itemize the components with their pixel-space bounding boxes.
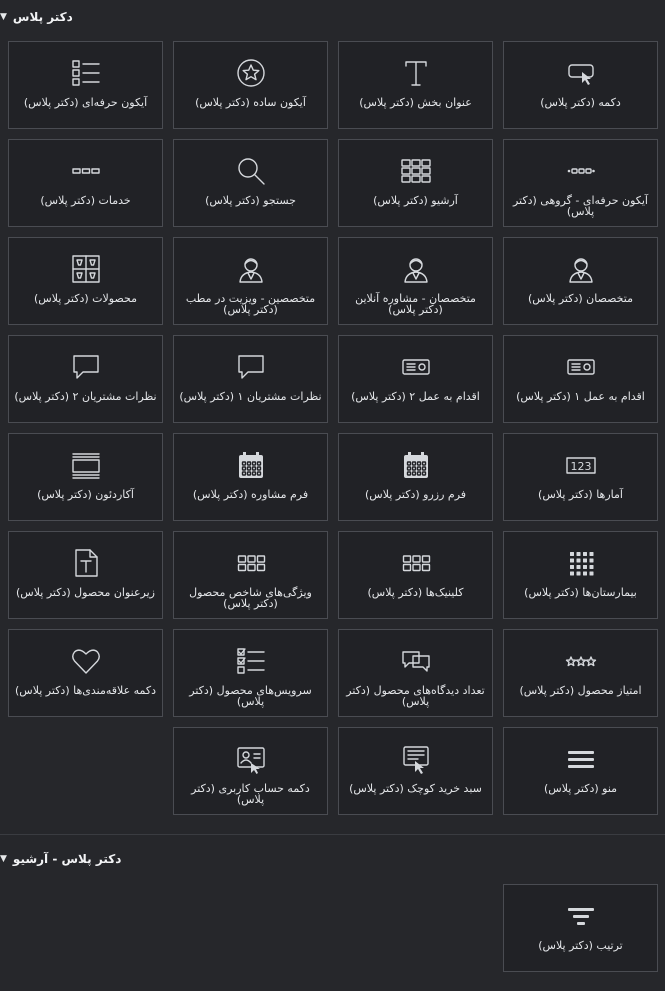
svg-text:123: 123	[570, 460, 591, 473]
doctor-icon	[233, 251, 269, 287]
category-title: دکتر پلاس	[12, 10, 73, 24]
widget-tile[interactable]	[173, 629, 328, 717]
category-title: دکتر پلاس - آرشیو	[12, 852, 122, 866]
widget-tile[interactable]	[173, 433, 328, 521]
widget-label: عنوان بخش (دکتر پلاس)	[359, 96, 472, 109]
widget-tile[interactable]	[338, 335, 493, 423]
widget-tile[interactable]	[338, 629, 493, 717]
section-divider	[0, 834, 665, 835]
widget-tile[interactable]	[8, 335, 163, 423]
services-icon	[68, 153, 104, 189]
account-icon	[233, 741, 269, 777]
widget-tile[interactable]	[173, 727, 328, 815]
button-icon	[563, 55, 599, 91]
widget-label: خدمات (دکتر پلاس)	[40, 194, 131, 207]
menu-icon	[563, 741, 599, 777]
archive-grid-icon	[398, 153, 434, 189]
widget-tile[interactable]	[338, 139, 493, 227]
mini-cart-icon	[398, 741, 434, 777]
clinics-grid-icon	[398, 545, 434, 581]
widget-tile[interactable]	[503, 629, 658, 717]
dots-grid-icon	[563, 545, 599, 581]
widget-tile[interactable]	[338, 41, 493, 129]
widget-label: سرویس‌های محصول (دکتر پلاس)	[189, 684, 312, 708]
widget-tile[interactable]	[503, 884, 658, 972]
checklist-icon	[233, 643, 269, 679]
comment-icon	[68, 349, 104, 385]
widget-label: جستجو (دکتر پلاس)	[205, 194, 296, 207]
widget-label: اقدام به عمل ۲ (دکتر پلاس)	[351, 390, 480, 403]
caret-down-icon: ▼	[0, 854, 7, 864]
doctor-icon	[398, 251, 434, 287]
widget-tile[interactable]	[8, 531, 163, 619]
widget-label: نظرات مشتریان ۲ (دکتر پلاس)	[14, 390, 157, 403]
calendar-icon	[398, 447, 434, 483]
caret-down-icon: ▼	[0, 12, 7, 22]
widget-tile[interactable]	[338, 237, 493, 325]
products-icon	[68, 251, 104, 287]
star-icon	[233, 55, 269, 91]
widget-tile[interactable]	[503, 727, 658, 815]
call-to-action-icon	[398, 349, 434, 385]
widget-tile[interactable]	[173, 531, 328, 619]
widget-label: اقدام به عمل ۱ (دکتر پلاس)	[516, 390, 645, 403]
widget-label: متخصصین - ویزیت در مطب (دکتر پلاس)	[185, 292, 316, 316]
call-to-action-icon	[563, 349, 599, 385]
widget-label: ویژگی‌های شاخص محصول (دکتر پلاس)	[189, 586, 312, 610]
widget-label: فرم رزرو (دکتر پلاس)	[364, 488, 467, 501]
widget-tile[interactable]	[8, 629, 163, 717]
widget-label: دکمه علاقه‌مندی‌ها (دکتر پلاس)	[14, 684, 157, 697]
widget-label: متخصصان (دکتر پلاس)	[528, 292, 633, 305]
widget-tile[interactable]	[503, 41, 658, 129]
widget-tile[interactable]	[173, 237, 328, 325]
widget-label: منو (دکتر پلاس)	[543, 782, 618, 795]
widget-tile[interactable]	[173, 41, 328, 129]
widget-label: کلینیک‌ها (دکتر پلاس)	[367, 586, 464, 599]
widget-tile[interactable]	[338, 531, 493, 619]
widget-label: دکمه (دکتر پلاس)	[540, 96, 621, 109]
comment-icon	[233, 349, 269, 385]
widget-tile[interactable]	[338, 433, 493, 521]
rating-stars-icon	[563, 643, 599, 679]
widget-tile[interactable]	[8, 41, 163, 129]
widgets-grid-dr-plus-archive	[8, 884, 658, 972]
widget-label: متخصصان - مشاوره آنلاین (دکتر پلاس)	[355, 292, 476, 316]
widget-tile[interactable]	[338, 727, 493, 815]
widget-label: آیکون حرفه‌ای - گروهی (دکتر پلاس)	[512, 194, 648, 218]
widget-tile[interactable]	[503, 139, 658, 227]
widget-label: بیمارستان‌ها (دکتر پلاس)	[524, 586, 637, 599]
widget-label: ترتیب (دکتر پلاس)	[538, 939, 623, 952]
text-document-icon	[68, 545, 104, 581]
widget-label: تعداد دیدگاه‌های محصول (دکتر پلاس)	[346, 684, 485, 708]
widget-label: زیرعنوان محصول (دکتر پلاس)	[16, 586, 155, 599]
widget-label: سبد خرید کوچک (دکتر پلاس)	[349, 782, 482, 795]
accordion-icon	[68, 447, 104, 483]
widget-tile[interactable]	[8, 237, 163, 325]
widget-label: امتیاز محصول (دکتر پلاس)	[519, 684, 642, 697]
widget-label: فرم مشاوره (دکتر پلاس)	[192, 488, 309, 501]
icon-list-icon	[68, 55, 104, 91]
widget-tile[interactable]	[8, 433, 163, 521]
widget-label: آیکون حرفه‌ای (دکتر پلاس)	[23, 96, 148, 109]
counter-icon	[563, 447, 599, 483]
widget-tile[interactable]	[173, 139, 328, 227]
widget-label: آیکون ساده (دکتر پلاس)	[195, 96, 306, 109]
widget-label: آکاردئون (دکتر پلاس)	[37, 488, 134, 501]
widget-tile[interactable]	[173, 335, 328, 423]
widgets-grid-dr-plus	[8, 41, 658, 815]
doctor-icon	[563, 251, 599, 287]
category-header-dr-plus-archive[interactable]	[0, 845, 665, 873]
widget-label: آمارها (دکتر پلاس)	[538, 488, 623, 501]
widget-label: دکمه حساب کاربری (دکتر پلاس)	[191, 782, 310, 806]
widget-tile[interactable]	[503, 335, 658, 423]
category-header-dr-plus[interactable]	[0, 3, 665, 31]
comments-count-icon	[398, 643, 434, 679]
widget-label: آرشیو (دکتر پلاس)	[373, 194, 458, 207]
widget-label: محصولات (دکتر پلاس)	[34, 292, 137, 305]
icon-group-icon	[563, 153, 599, 189]
heading-icon	[398, 55, 434, 91]
widget-tile[interactable]	[503, 531, 658, 619]
search-icon	[233, 153, 269, 189]
calendar-icon	[233, 447, 269, 483]
features-grid-icon	[233, 545, 269, 581]
sort-icon	[563, 898, 599, 934]
widget-label: نظرات مشتریان ۱ (دکتر پلاس)	[179, 390, 322, 403]
widget-tile[interactable]	[503, 433, 658, 521]
widget-tile[interactable]	[8, 139, 163, 227]
widget-tile[interactable]	[503, 237, 658, 325]
heart-icon	[68, 643, 104, 679]
